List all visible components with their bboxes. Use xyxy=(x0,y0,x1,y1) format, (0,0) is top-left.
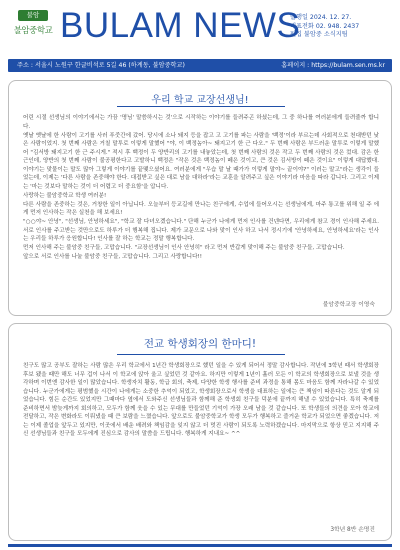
editor-info: 편집 불암중 소식지팀 xyxy=(290,31,348,38)
article-paragraph: 먼저 인사해 주는 불암중 친구들, 고맙습니다. "교장선생님이 인사 안녕히" 라고 먼저 반갑게 맞이해 주는 불암중 친구들, 고맙습니다. xyxy=(23,245,345,251)
logo-badge: 불암 xyxy=(18,10,48,21)
school-logo xyxy=(12,10,54,36)
phone-number: 대표전화 02. 948. 2437 xyxy=(290,22,360,30)
article-paragraph: 친구도 많고 공부도 잘하는 사람 많은 우리 학교에서 1년간 학생회장으로 했던 일을 수 있게 되어서 정말 감사합니다. 작년에 3학년 때서 학생회장 후보 됐을 때만 해도 너무 겁이 나서 이 학교에 앉아 울고 싶었던 것 같아요. 하지만 이렇게 1년이 흘러 모든 이 학교의 학생회장으로 보낼 것을 생각하며 이번엔 감사한 일이 많았습니다. 학생자치 활동, 학급 회의, 축제, 다양한 학생 행사를 준비 과정을 통해 몸도 마음도 함께 자라나갈 수 있었습니다. 누군가에게는 평범했을 시간이 나에게는 소중한 추억이 되었고, 학생회장으로서 학생을 대표하는 일에는 큰 책임이 따른다는 것도 알게 되었습니다. 힘든 순간도 있었지만 그때마다 옆에서 도와주신 선생님들과 함께해 준 학생회 친구들 덕분에 끝까지 해낼 수 있었습니다. 특히 축제를 준비하면서 밤늦게까지 회의하고, 모두가 함께 웃을 수 있는 무대를 만들었던 기억이 가장 오래 남을 것 같습니다. 또 학생들의 의견을 모아 학교에 전달하고, 작은 변화라도 이뤄냈을 때 큰 보람을 느꼈습니다. 앞으로도 불암중학교가 학생 모두가 행복하고 즐거운 학교가 되었으면 좋겠습니다. 저는 이제 졸업을 앞두고 있지만, 이곳에서 배운 배려와 책임감을 잊지 않고 더 멋진 사람이 되도록 노력하겠습니다. 마지막으로 항상 믿고 지지해 주신 선생님들과 친구들 모두에게 진심으로 감사의 말씀을 드립니다. 행복하게 지내요~ ^^ xyxy=(23,363,379,437)
article-title: 우리 학교 교장선생님! xyxy=(151,95,249,106)
article-paragraph: 다른 사람을 존중하는 것은, 거창한 일이 아닙니다. 오늘부터 등교길에 만나는 친구에게, 수업에 들어오시는 선생님에게, 마주 통고를 위해 일 주 에게 먼저 인사하는 작은 실천을 해 보세요! xyxy=(23,201,379,216)
article-body xyxy=(23,362,379,439)
article-paragraph: "○○야~ 안녕", "선생님, 안녕하세요", "학교 잘 다녀오겠습니다." 단해 누군가 나에게 먼저 인사를 건넨다면, 우리에게 참고 경이 인사해 주세요. 서로 인사를 주고받는 것만으로도 하루가 더 행복해 집니다. 제가 교문으로 나와 맞이 인사 하고 나서 정시기에 '안녕하세요, 안녕하세요'라는 인사는 우리들 하루가 응원합니다! 인사를 잘 하는 학교는 정말 행복합니다. xyxy=(23,219,379,242)
title-underline xyxy=(117,106,285,107)
article-paragraph: 앞으로 서로 인사를 나눌 불암중 친구들, 고맙습니다. 그리고 사랑합니다!! xyxy=(23,254,202,260)
newsletter-header xyxy=(0,0,400,56)
address-bar xyxy=(8,59,392,72)
principal-article xyxy=(8,80,392,316)
student-president-article xyxy=(8,323,392,541)
title-underline xyxy=(117,354,285,355)
article-body xyxy=(23,114,379,262)
homepage-link[interactable]: 홈페이지 : https://bulam.sen.ms.kr xyxy=(281,62,385,69)
footer-rule xyxy=(8,544,392,547)
publish-date: 발행일 2024. 12. 27. xyxy=(290,14,352,21)
article-signature: 3학년 8반 손명진 xyxy=(330,527,375,533)
article-title: 전교 학생회장의 한마디! xyxy=(143,338,257,350)
article-paragraph: 옛날 옛날에 한 사람이 고기를 사러 푸줏간에 갔어. 당시에 소나 돼지 등을 잡고 고 고기를 파는 사람을 '백정'이라 부르는데 사회적으로 천대받던 낮은 사람이었지. 첫 번째 사람은 거칠 말투로 이렇게 말했어 "야, 이 백정놈아~ 돼지고기 한 근 다오." 두 번째 사람은 부드러운 말투로 이렇게 말했어 "김서방 돼지고기 한 근 주시게." 적시 후 백정이 두 양반리의 고기를 내놓았는데, 첫 번째 사람의 것은 작고 두 번째 사람의 것은 컸대. 감은 한 근인데, 양반의 첫 번째 사람이 불공평한다고 고발하니 백정은 "작은 것은 백정놈이 떼은 것이고, 큰 것은 김서방이 떼은 것이요" 이렇게 대답했대. 이야기는 맞물이는 말도 많아 그렇게 이야기를 끝맺으셨어요. 여러분에게 "우습 말 날 때가가 이렇게 말야~ 끝이야?" 이러는 말고"라는 생각이 들었는데, 이제는 '다른 사람을 존중해야 한다. 대접받고 싶은 대로 남을 대하라'라는 교훈을 알려주고 싶은 이야기라 마음을 따라 갑니다. 그리고 이제는 '마는 것보다 말하는 것이 더 어렵고 더 중요함'을 압니다. xyxy=(23,132,379,190)
article-signature: 불암중학교장 이영숙 xyxy=(322,302,375,308)
school-address: 주소 : 서울시 노원구 한글비석로 5길 46 (하계동, 불암중학교) xyxy=(17,62,185,69)
logo-school-name: 불암중학교 xyxy=(13,26,53,36)
article-paragraph: 사랑하는 불암중학교 학생 여러분! xyxy=(23,192,107,199)
masthead-title: BULAM NEWS xyxy=(60,6,301,45)
article-paragraph: 어린 시절 선생님의 이야기에서는 가끔 '명님' 말씀하시는 것'으로 시작하는 이야기를 들려주곤 하셨는데, 그 중 하나를 여러분에게 들려줄까 합니다. xyxy=(23,115,379,130)
publication-meta xyxy=(290,14,390,40)
